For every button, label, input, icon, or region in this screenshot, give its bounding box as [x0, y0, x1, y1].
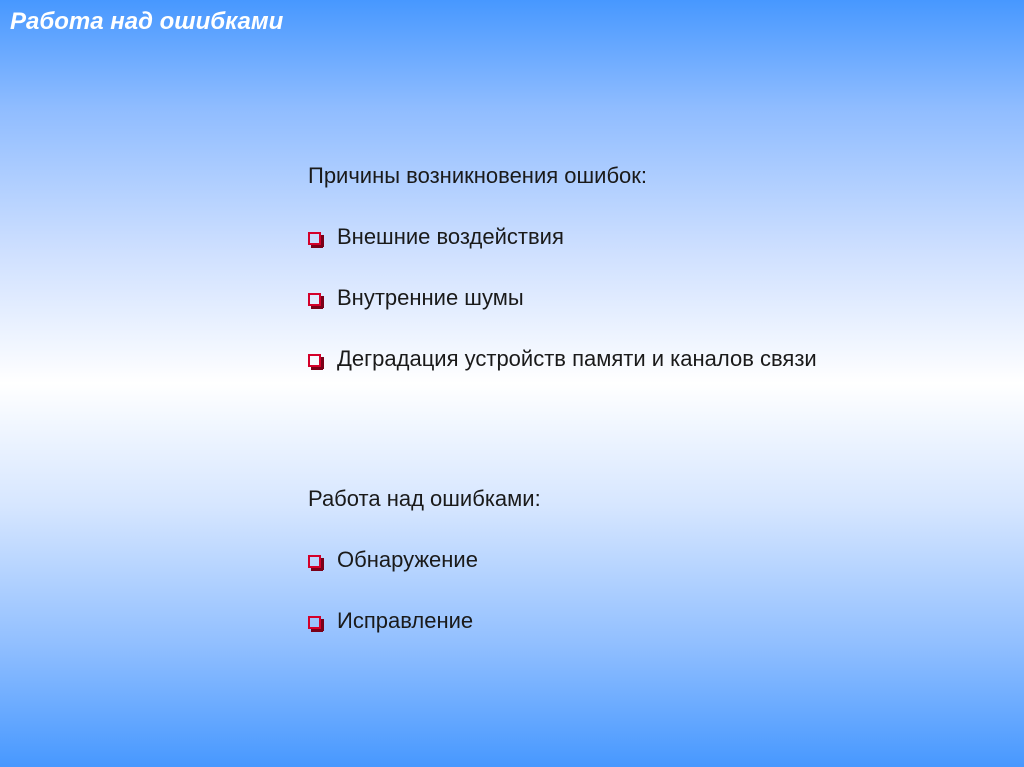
bullet-label: Внешние воздействия — [337, 224, 564, 249]
causes-item-internal-noise — [308, 285, 524, 311]
checkbox-bullet-icon — [308, 232, 321, 245]
bullet-label: Обнаружение — [337, 547, 478, 572]
checkbox-bullet-icon — [308, 555, 321, 568]
slide-title: Работа над ошибками — [10, 8, 284, 35]
checkbox-bullet-icon — [308, 354, 321, 367]
checkbox-bullet-icon — [308, 616, 321, 629]
checkbox-bullet-icon — [308, 293, 321, 306]
bullet-label: Деградация устройств памяти и каналов связи — [337, 346, 817, 371]
work-heading: Работа над ошибками: — [308, 486, 541, 511]
causes-item-external — [308, 224, 564, 250]
bullet-label: Внутренние шумы — [337, 285, 524, 310]
causes-heading: Причины возникновения ошибок: — [308, 163, 648, 188]
work-item-correction — [308, 608, 473, 634]
causes-item-degradation — [308, 346, 817, 372]
bullet-label: Исправление — [337, 608, 474, 633]
work-item-detection — [308, 547, 478, 573]
